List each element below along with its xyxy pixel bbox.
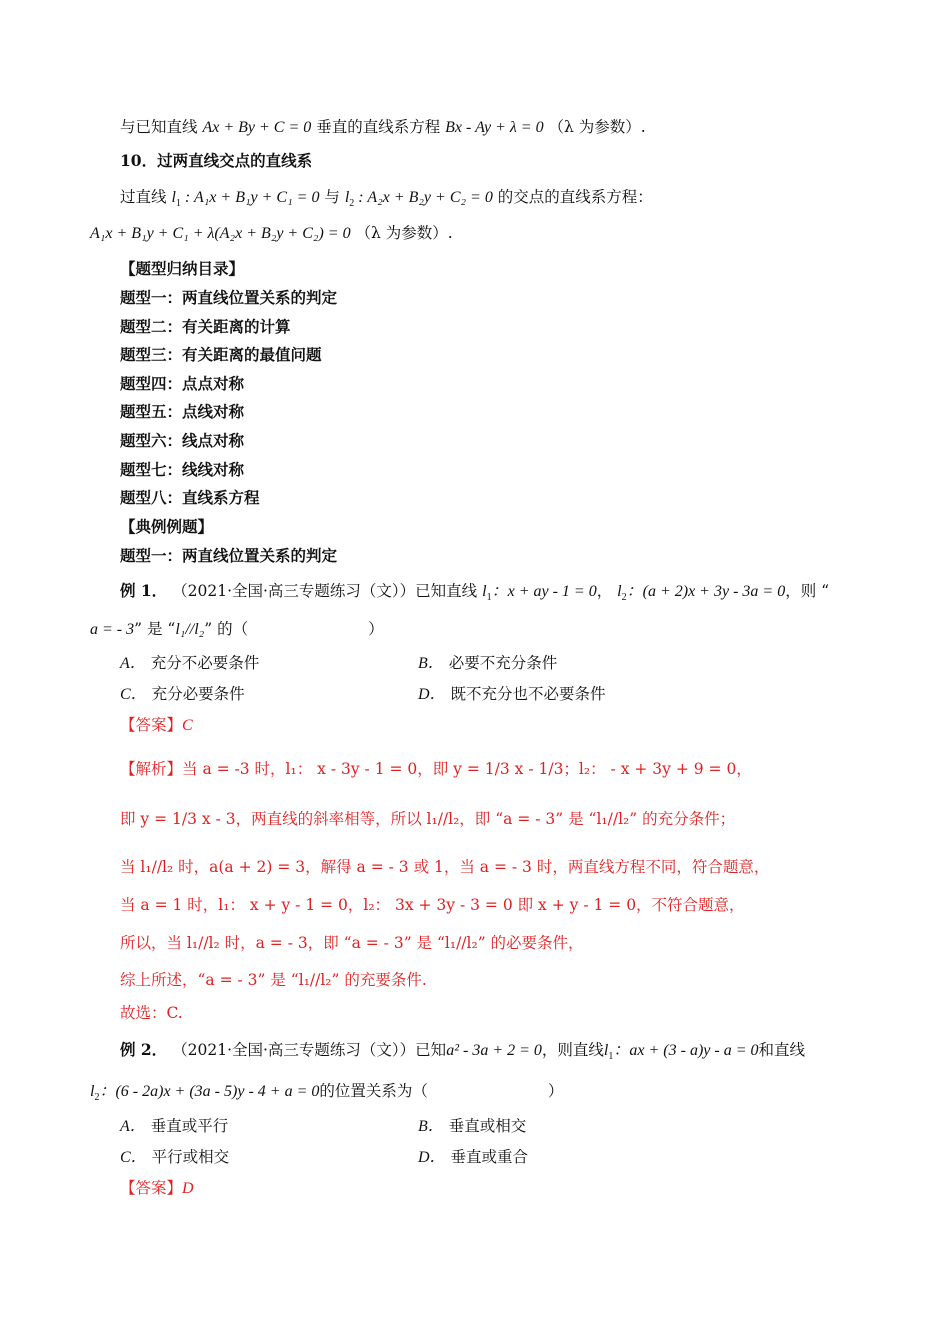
ex1-option-d[interactable] bbox=[418, 683, 606, 706]
ex2-question-line2 bbox=[90, 1080, 563, 1109]
s10-with: 与 bbox=[324, 188, 340, 206]
s10-l2-eq: $l_2$ : A₂x + B₂y + C₂ = 0 bbox=[344, 189, 493, 209]
ex2-option-d[interactable] bbox=[418, 1146, 528, 1169]
answer-label: 【答案】 bbox=[120, 1179, 183, 1197]
ex1-question-line2 bbox=[90, 618, 384, 641]
option-key: D． bbox=[418, 1149, 446, 1166]
ex2-cond: a² - 3a + 2 = 0 bbox=[446, 1042, 542, 1059]
catalog-item: 题型八：直线系方程 bbox=[120, 488, 260, 507]
ex1-analysis-line: 所以，当 l₁//l₂ 时，a = - 3，即 “a = - 3” 是 “l₁//l₂” 的必要条件， bbox=[120, 934, 584, 952]
ex2-l2-eq: (6 - 2a)x + (3a - 5)y - 4 + a = 0 bbox=[115, 1083, 320, 1100]
answer-value: D bbox=[182, 1180, 194, 1197]
examples-header: 【典例例题】 bbox=[120, 517, 214, 536]
ex2-suffix: 的位置关系为（ bbox=[319, 1082, 428, 1100]
answer-value: C bbox=[182, 717, 193, 734]
s10-l1-eq-text: A₁x + B₁y + C₁ = 0 bbox=[193, 189, 320, 206]
ex2-label: 例 2． bbox=[120, 1040, 168, 1059]
ex1-then: ，则 “ bbox=[785, 582, 830, 600]
ex2-source: （2021·全国·高三专题练习（文））已知 bbox=[172, 1041, 447, 1059]
ex1-cond-a: a = - 3 bbox=[90, 621, 135, 638]
catalog-item: 题型四：点点对称 bbox=[120, 374, 245, 393]
intro-line bbox=[120, 116, 646, 139]
type-title: 题型一：两直线位置关系的判定 bbox=[120, 546, 338, 565]
ex2-option-b[interactable] bbox=[418, 1115, 526, 1138]
ex2-question bbox=[120, 1039, 805, 1068]
s10-family-suffix: （λ 为参数）. bbox=[355, 224, 453, 242]
intro-prefix: 与已知直线 bbox=[120, 118, 198, 136]
section10-title: 10．过两直线交点的直线系 bbox=[120, 151, 313, 170]
ex1-parallel: l₁//l₂ bbox=[175, 621, 205, 638]
ex2-answer bbox=[120, 1177, 194, 1200]
ex2-and: 和直线 bbox=[758, 1041, 806, 1059]
catalog-item: 题型七：线线对称 bbox=[120, 460, 245, 479]
ex1-conclusion: 故选：C. bbox=[120, 1004, 183, 1022]
ex1-option-c[interactable] bbox=[120, 683, 245, 706]
ex1-l1-eq: x + ay - 1 = 0 bbox=[507, 583, 597, 600]
ex1-question: 例 1． （2021·全国·高三专题练习（文））已知直线 $l_1$：x + ay - 1 = 0， $l_2$：(a + 2)x + 3y - 3a = 0，则 “ bbox=[120, 581, 830, 603]
intro-eq1: Ax + By + C = 0 bbox=[202, 119, 312, 136]
option-key: D． bbox=[418, 686, 446, 703]
ex1-source: （2021·全国·高三专题练习（文））已知直线 bbox=[172, 582, 478, 600]
s10-family-eq: A₁x + B₁y + C₁ + λ(A₂x + B₂y + C₂) = 0 bbox=[90, 225, 351, 242]
s10-l1-eq: $l_1$ : A₁x + B₁y + C₁ = 0 bbox=[171, 189, 320, 209]
ex1-label: 例 1． bbox=[120, 581, 168, 600]
catalog-item: 题型五：点线对称 bbox=[120, 402, 245, 421]
s10-suffix: 的交点的直线系方程： bbox=[497, 188, 653, 206]
ex1-mid: ” 是 “ bbox=[134, 620, 176, 638]
option-text: 平行或相交 bbox=[151, 1148, 230, 1166]
intro-middle: 垂直的直线系方程 bbox=[316, 118, 441, 136]
analysis-label: 【解析】 bbox=[120, 760, 183, 778]
ex1-answer bbox=[120, 714, 193, 737]
ex2-close: ） bbox=[547, 1082, 564, 1100]
s10-l2-eq-text: A₂x + B₂y + C₂ = 0 bbox=[367, 189, 493, 206]
ex1-option-b[interactable] bbox=[418, 652, 557, 675]
intro-eq2: Bx - Ay + λ = 0 bbox=[445, 119, 544, 136]
answer-label: 【答案】 bbox=[120, 716, 183, 734]
catalog-header: 【题型归纳目录】 bbox=[120, 259, 245, 278]
option-text: 垂直或相交 bbox=[448, 1117, 527, 1135]
ex2-option-a[interactable] bbox=[120, 1115, 228, 1138]
ex1-analysis-line: 当 l₁//l₂ 时，a(a + 2) = 3，解得 a = - 3 或 1，当 a = - 3 时，两直线方程不同，符合题意， bbox=[120, 858, 770, 876]
ex2-option-c[interactable] bbox=[120, 1146, 229, 1169]
intro-suffix: （λ 为参数）. bbox=[548, 118, 646, 136]
option-text: 必要不充分条件 bbox=[448, 654, 558, 672]
option-key: C． bbox=[120, 686, 147, 703]
section10-line1 bbox=[120, 186, 653, 215]
option-text: 充分必要条件 bbox=[151, 685, 245, 703]
option-text: 垂直或平行 bbox=[150, 1117, 229, 1135]
option-key: B． bbox=[418, 1118, 444, 1135]
option-key: C． bbox=[120, 1149, 147, 1166]
ex1-l2-eq: (a + 2)x + 3y - 3a = 0 bbox=[642, 583, 786, 600]
ex2-then: ，则直线 bbox=[541, 1041, 604, 1059]
catalog-item: 题型二：有关距离的计算 bbox=[120, 317, 291, 336]
option-key: B． bbox=[418, 655, 444, 672]
option-key: A． bbox=[120, 655, 146, 672]
option-key: A． bbox=[120, 1118, 146, 1135]
ex1-l2: $l_2$：(a + 2)x + 3y - 3a = 0 bbox=[617, 583, 786, 603]
ex1-analysis-line: 即 y = 1/3 x - 3，两直线的斜率相等，所以 l₁//l₂，即 “a = - 3” 是 “l₁//l₂” 的充分条件； bbox=[120, 810, 736, 828]
ex1-option-a[interactable] bbox=[120, 652, 259, 675]
s10-prefix: 过直线 bbox=[120, 188, 167, 206]
ex1-close: ） bbox=[368, 620, 384, 638]
ex1-analysis-line: 综上所述，“a = - 3” 是 “l₁//l₂” 的充要条件. bbox=[120, 971, 427, 989]
analysis-text: 当 a = -3 时，l₁： x - 3y - 1 = 0，即 y = 1/3 x - 1/3；l₂： - x + 3y + 9 = 0， bbox=[182, 760, 752, 778]
option-text: 充分不必要条件 bbox=[150, 654, 260, 672]
catalog-item: 题型三：有关距离的最值问题 bbox=[120, 345, 322, 364]
ex1-l1: $l_1$：x + ay - 1 = 0 bbox=[482, 583, 597, 603]
ex2-l1-eq: ax + (3 - a)y - a = 0 bbox=[629, 1042, 759, 1059]
catalog-item: 题型六：线点对称 bbox=[120, 431, 245, 450]
ex1-end: ” 的（ bbox=[204, 620, 249, 638]
section10-family bbox=[90, 222, 453, 245]
catalog-item: 题型一：两直线位置关系的判定 bbox=[120, 288, 338, 307]
option-text: 垂直或重合 bbox=[450, 1148, 529, 1166]
ex2-l2: $l_2$：(6 - 2a)x + (3a - 5)y - 4 + a = 0 bbox=[90, 1083, 320, 1103]
ex2-l1: $l_1$：ax + (3 - a)y - a = 0 bbox=[603, 1042, 759, 1062]
option-text: 既不充分也不必要条件 bbox=[450, 685, 606, 703]
ex1-analysis-line bbox=[120, 758, 752, 780]
ex1-analysis-line: 当 a = 1 时，l₁： x + y - 1 = 0，l₂： 3x + 3y - 3 = 0 即 x + y - 1 = 0，不符合题意， bbox=[120, 896, 745, 914]
